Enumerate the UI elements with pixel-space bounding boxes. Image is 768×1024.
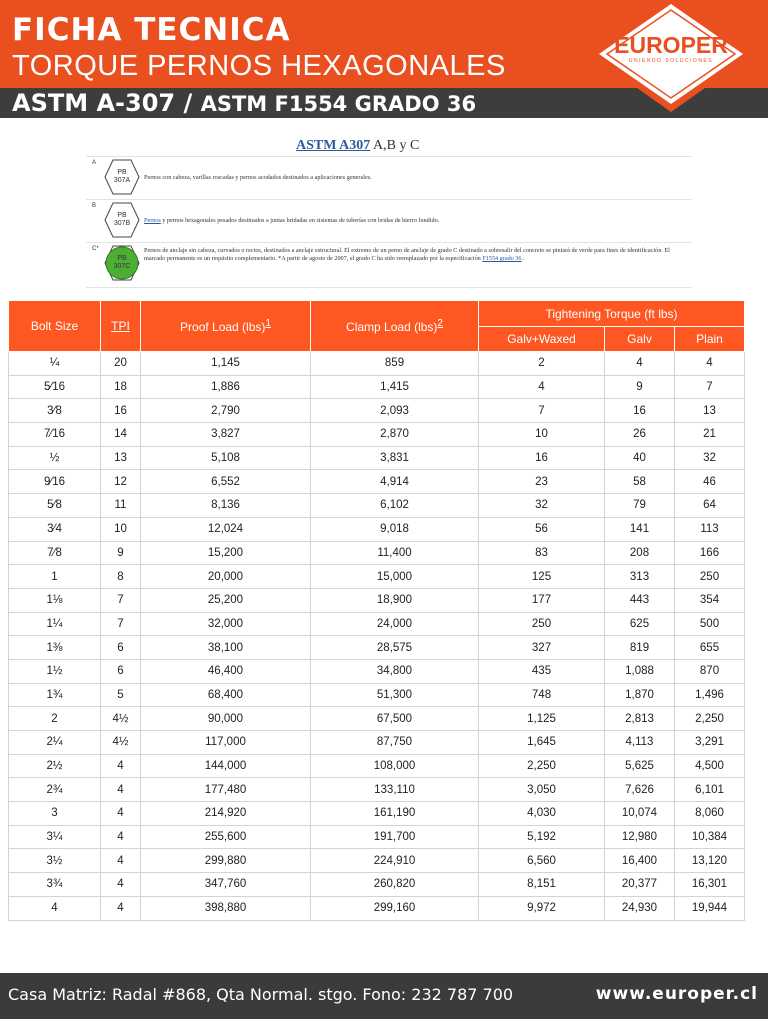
table-cell: 1,870 — [605, 683, 675, 707]
table-cell: 16 — [605, 399, 675, 423]
table-cell: ¼ — [9, 352, 101, 376]
table-cell: 7 — [101, 612, 141, 636]
table-cell: 655 — [675, 636, 745, 660]
table-cell: 10,384 — [675, 825, 745, 849]
f1554-link[interactable]: F1554 grado 36 — [482, 255, 522, 262]
table-cell: 34,800 — [311, 659, 479, 683]
table-cell: 4 — [101, 873, 141, 897]
table-cell: 1⅜ — [9, 636, 101, 660]
table-cell: 79 — [605, 494, 675, 518]
grade-letter: A — [92, 160, 97, 166]
col-header-tpi[interactable]: TPI — [101, 301, 141, 352]
table-cell: 255,600 — [141, 825, 311, 849]
table-cell: 141 — [605, 517, 675, 541]
table-cell: 11 — [101, 494, 141, 518]
table-cell: 313 — [605, 565, 675, 589]
table-cell: 16,400 — [605, 849, 675, 873]
table-cell: 2¼ — [9, 731, 101, 755]
table-cell: 4 — [101, 825, 141, 849]
table-cell: 8,136 — [141, 494, 311, 518]
table-cell: 327 — [479, 636, 605, 660]
table-cell: 7 — [675, 375, 745, 399]
table-cell: 32 — [675, 446, 745, 470]
table-cell: 5,192 — [479, 825, 605, 849]
table-cell: 2 — [479, 352, 605, 376]
table-cell: 9⁄16 — [9, 470, 101, 494]
table-cell: 58 — [605, 470, 675, 494]
table-cell: 6,552 — [141, 470, 311, 494]
table-cell: 2,813 — [605, 707, 675, 731]
table-cell: 83 — [479, 541, 605, 565]
table-row — [9, 707, 745, 731]
table-cell: 4 — [9, 896, 101, 920]
table-cell: 500 — [675, 612, 745, 636]
table-cell: 8,060 — [675, 802, 745, 826]
table-row — [9, 612, 745, 636]
grade-row-a — [86, 157, 692, 200]
table-cell: 40 — [605, 446, 675, 470]
table-cell: 4 — [101, 802, 141, 826]
table-cell: 18,900 — [311, 588, 479, 612]
table-row — [9, 423, 745, 447]
table-cell: 299,880 — [141, 849, 311, 873]
page-subtitle: TORQUE PERNOS HEXAGONALES — [12, 50, 506, 82]
table-cell: 2¾ — [9, 778, 101, 802]
table-cell: 1,645 — [479, 731, 605, 755]
table-cell: 748 — [479, 683, 605, 707]
grade-description: Pernos de anclaje sin cabeza, curvados o rectos, destinados a anclaje estructural. El extremo de un perno de anclaje de grado C destinado a sobresalir del concreto se pintará de verde para fines de identificación. El marcado permanente es un requisito complementario. *A partir de agosto de 2007, el grado C ha sido reemplazado por la especificación F1554 grado 36 . — [144, 247, 670, 262]
table-cell: 5,108 — [141, 446, 311, 470]
hex-bolt-icon — [104, 244, 140, 282]
table-cell: 6,560 — [479, 849, 605, 873]
table-cell: 2,250 — [675, 707, 745, 731]
table-row — [9, 541, 745, 565]
table-cell: 9 — [101, 541, 141, 565]
table-cell: 13 — [101, 446, 141, 470]
table-cell: 113 — [675, 517, 745, 541]
hex-bolt-icon — [104, 158, 140, 196]
table-cell: 1,088 — [605, 659, 675, 683]
table-row — [9, 565, 745, 589]
pernos-link[interactable]: Pernos — [144, 217, 161, 224]
table-cell: 23 — [479, 470, 605, 494]
col-header-torque-group: Tightening Torque (ft lbs) — [479, 301, 745, 327]
table-cell: 1 — [9, 565, 101, 589]
table-cell: 3⁄8 — [9, 399, 101, 423]
table-cell: 4 — [101, 849, 141, 873]
table-cell: 51,300 — [311, 683, 479, 707]
table-cell: 19,944 — [675, 896, 745, 920]
table-cell: 819 — [605, 636, 675, 660]
table-cell: 191,700 — [311, 825, 479, 849]
table-cell: 177 — [479, 588, 605, 612]
table-cell: 9,018 — [311, 517, 479, 541]
table-cell: 354 — [675, 588, 745, 612]
table-cell: 2,790 — [141, 399, 311, 423]
table-cell: 15,000 — [311, 565, 479, 589]
table-row — [9, 446, 745, 470]
table-cell: 67,500 — [311, 707, 479, 731]
hex-label: PB 307A — [113, 169, 131, 184]
table-cell: 6 — [101, 636, 141, 660]
table-cell: 4½ — [101, 731, 141, 755]
table-cell: 3¾ — [9, 873, 101, 897]
table-cell: 4 — [101, 896, 141, 920]
table-cell: 8 — [101, 565, 141, 589]
table-cell: 4 — [479, 375, 605, 399]
table-cell: 5 — [101, 683, 141, 707]
table-cell: 32 — [479, 494, 605, 518]
footer-address: Casa Matriz: Radal #868, Qta Normal. stgo. Fono: 232 787 700 — [8, 985, 514, 1004]
table-cell: 7⁄16 — [9, 423, 101, 447]
grade-row-c — [86, 243, 692, 288]
hex-label: PB 307B — [113, 212, 131, 227]
table-cell: 10,074 — [605, 802, 675, 826]
table-cell: 16 — [479, 446, 605, 470]
table-cell: 20,377 — [605, 873, 675, 897]
table-cell: 11,400 — [311, 541, 479, 565]
table-body — [9, 352, 745, 921]
table-cell: 1,496 — [675, 683, 745, 707]
table-cell: 10 — [101, 517, 141, 541]
table-cell: 1½ — [9, 659, 101, 683]
table-cell: 1¼ — [9, 612, 101, 636]
table-cell: 4,113 — [605, 731, 675, 755]
table-row — [9, 517, 745, 541]
table-cell: 5⁄16 — [9, 375, 101, 399]
table-cell: 9 — [605, 375, 675, 399]
table-cell: 24,000 — [311, 612, 479, 636]
table-cell: 4 — [605, 352, 675, 376]
table-cell: 1,415 — [311, 375, 479, 399]
grades-list — [86, 156, 692, 288]
table-cell: 260,820 — [311, 873, 479, 897]
table-cell: 6,102 — [311, 494, 479, 518]
table-cell: 7 — [479, 399, 605, 423]
table-row — [9, 754, 745, 778]
table-cell: 16 — [101, 399, 141, 423]
table-cell: 25,200 — [141, 588, 311, 612]
table-cell: 2½ — [9, 754, 101, 778]
table-cell: 15,200 — [141, 541, 311, 565]
table-cell: 5,625 — [605, 754, 675, 778]
table-cell: 1,125 — [479, 707, 605, 731]
spec-b: ASTM F1554 GRADO 36 — [200, 92, 477, 116]
table-row — [9, 588, 745, 612]
table-cell: 7 — [101, 588, 141, 612]
table-cell: 10 — [479, 423, 605, 447]
table-cell: 177,480 — [141, 778, 311, 802]
table-cell: 3 — [9, 802, 101, 826]
table-cell: 68,400 — [141, 683, 311, 707]
table-cell: 14 — [101, 423, 141, 447]
table-cell: 87,750 — [311, 731, 479, 755]
table-cell: 2 — [9, 707, 101, 731]
table-cell: 3,050 — [479, 778, 605, 802]
hex-bolt-icon — [104, 201, 140, 239]
table-cell: 16,301 — [675, 873, 745, 897]
table-cell: 20 — [101, 352, 141, 376]
table-cell: ½ — [9, 446, 101, 470]
table-cell: 625 — [605, 612, 675, 636]
table-cell: 18 — [101, 375, 141, 399]
table-cell: 4 — [101, 778, 141, 802]
grade-letter: C* — [92, 246, 99, 252]
grades-title — [296, 138, 419, 154]
table-cell: 12,024 — [141, 517, 311, 541]
table-cell: 20,000 — [141, 565, 311, 589]
table-cell: 64 — [675, 494, 745, 518]
table-cell: 9,972 — [479, 896, 605, 920]
table-cell: 32,000 — [141, 612, 311, 636]
grade-letter: B — [92, 203, 97, 209]
table-row — [9, 825, 745, 849]
table-cell: 859 — [311, 352, 479, 376]
table-cell: 8,151 — [479, 873, 605, 897]
table-cell: 347,760 — [141, 873, 311, 897]
table-cell: 7,626 — [605, 778, 675, 802]
table-cell: 3½ — [9, 849, 101, 873]
table-cell: 3¼ — [9, 825, 101, 849]
table-row — [9, 375, 745, 399]
footer-website-link[interactable]: www.europer.cl — [595, 984, 758, 1004]
table-cell: 144,000 — [141, 754, 311, 778]
table-cell: 166 — [675, 541, 745, 565]
grade-row-b — [86, 200, 692, 243]
table-cell: 4½ — [101, 707, 141, 731]
table-cell: 2,093 — [311, 399, 479, 423]
table-cell: 5⁄8 — [9, 494, 101, 518]
table-cell: 117,000 — [141, 731, 311, 755]
footer — [0, 973, 768, 1019]
logo-name: EUROPER — [614, 32, 728, 58]
table-row — [9, 470, 745, 494]
table-cell: 46 — [675, 470, 745, 494]
table-cell: 2,870 — [311, 423, 479, 447]
table-cell: 13,120 — [675, 849, 745, 873]
spec-line — [12, 88, 476, 118]
table-cell: 3,831 — [311, 446, 479, 470]
table-row — [9, 683, 745, 707]
table-row — [9, 659, 745, 683]
table-cell: 224,910 — [311, 849, 479, 873]
logo-tagline: UNIENDO SOLUCIONES — [628, 58, 714, 64]
table-cell: 4,030 — [479, 802, 605, 826]
col-header-bolt-size: Bolt Size — [9, 301, 101, 352]
table-cell: 2,250 — [479, 754, 605, 778]
table-cell: 4,914 — [311, 470, 479, 494]
table-cell: 250 — [675, 565, 745, 589]
table-cell: 1,886 — [141, 375, 311, 399]
page-title: FICHA TECNICA — [12, 12, 291, 48]
table-cell: 435 — [479, 659, 605, 683]
table-cell: 870 — [675, 659, 745, 683]
table-cell: 21 — [675, 423, 745, 447]
col-header-clamp-load: Clamp Load (lbs)$^2$ — [311, 301, 479, 352]
col-header-galv: Galv — [605, 327, 675, 352]
table-cell: 250 — [479, 612, 605, 636]
table-cell: 214,920 — [141, 802, 311, 826]
table-cell: 125 — [479, 565, 605, 589]
table-cell: 208 — [605, 541, 675, 565]
table-cell: 108,000 — [311, 754, 479, 778]
col-header-proof-load: Proof Load (lbs)$^1$ — [141, 301, 311, 352]
table-row — [9, 778, 745, 802]
table-cell: 398,880 — [141, 896, 311, 920]
table-row — [9, 731, 745, 755]
table-cell: 3,827 — [141, 423, 311, 447]
table-cell: 28,575 — [311, 636, 479, 660]
table-cell: 12,980 — [605, 825, 675, 849]
table-row — [9, 896, 745, 920]
table-cell: 26 — [605, 423, 675, 447]
table-cell: 38,100 — [141, 636, 311, 660]
table-cell: 56 — [479, 517, 605, 541]
table-cell: 6,101 — [675, 778, 745, 802]
table-cell: 24,930 — [605, 896, 675, 920]
table-cell: 3,291 — [675, 731, 745, 755]
table-cell: 6 — [101, 659, 141, 683]
table-cell: 1¾ — [9, 683, 101, 707]
table-cell: 1⅛ — [9, 588, 101, 612]
table-cell: 4 — [101, 754, 141, 778]
table-row — [9, 873, 745, 897]
table-row — [9, 636, 745, 660]
table-cell: 161,190 — [311, 802, 479, 826]
grade-description: Pernos con cabeza, varillas roscadas y pernos acodados destinados a aplicaciones generales. — [144, 174, 372, 181]
table-cell: 299,160 — [311, 896, 479, 920]
col-header-plain: Plain — [675, 327, 745, 352]
table-row — [9, 849, 745, 873]
col-header-galv-waxed: Galv+Waxed — [479, 327, 605, 352]
table-cell: 4 — [675, 352, 745, 376]
astm-a307-link[interactable]: ASTM A307 — [296, 138, 371, 153]
table-cell: 4,500 — [675, 754, 745, 778]
torque-table — [8, 300, 745, 921]
table-cell: 3⁄4 — [9, 517, 101, 541]
table-cell: 7⁄8 — [9, 541, 101, 565]
table-cell: 133,110 — [311, 778, 479, 802]
table-row — [9, 399, 745, 423]
table-row — [9, 802, 745, 826]
table-cell: 443 — [605, 588, 675, 612]
grade-description: Pernos y pernos hexagonales pesados destinados a juntas bridadas en sistemas de tuberías con bridas de hierro fundido. — [144, 217, 440, 224]
header-banner — [0, 0, 768, 118]
grades-title-rest: A,B y C — [370, 138, 420, 153]
table-cell: 12 — [101, 470, 141, 494]
table-row — [9, 352, 745, 376]
spec-a: ASTM A-307 / — [12, 89, 193, 117]
table-row — [9, 494, 745, 518]
table-cell: 46,400 — [141, 659, 311, 683]
table-cell: 13 — [675, 399, 745, 423]
europer-logo — [585, 0, 757, 112]
table-cell: 90,000 — [141, 707, 311, 731]
table-cell: 1,145 — [141, 352, 311, 376]
hex-label: PB 307C — [113, 255, 131, 270]
